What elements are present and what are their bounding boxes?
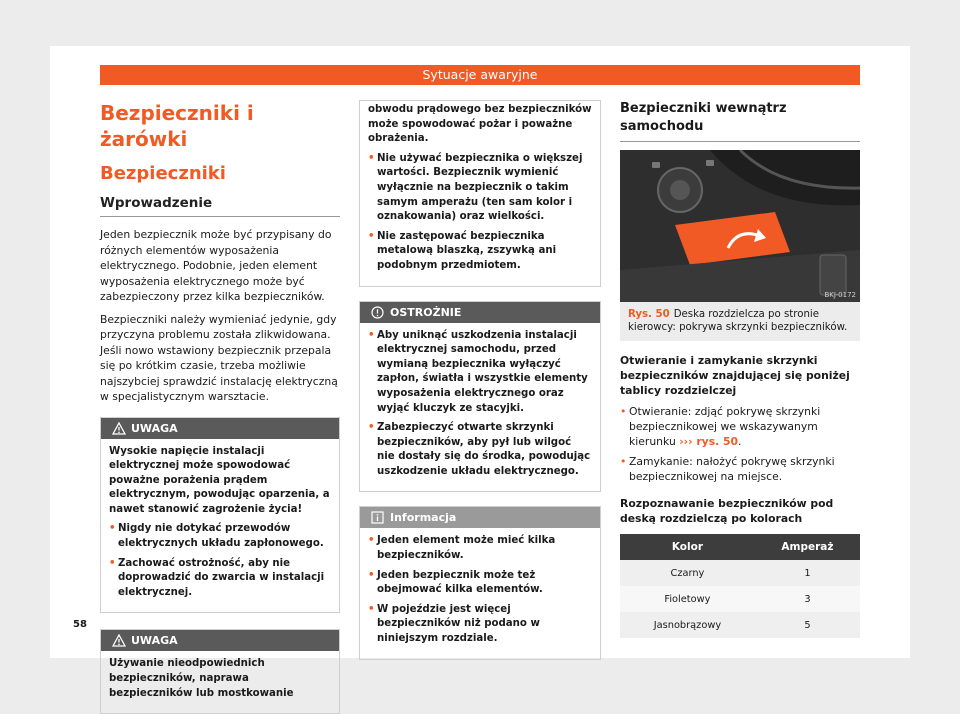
table-header: Amperaż [755, 534, 860, 560]
figure-reference-link[interactable]: ››› rys. 50 [679, 435, 739, 448]
info-title: Informacja [390, 511, 457, 525]
warning-text: Wysokie napięcie instalacji elektrycznej może spowodować poważne porażenia prądem elektrycznym, powodując oparzenia, a nawet stanowić zagrożenie życia! [109, 445, 330, 515]
warning-icon [112, 422, 126, 435]
section-title: Bezpieczniki wewnątrz samochodu [620, 101, 787, 134]
list-item: • Zabezpieczyć otwarte skrzynki bezpieczników, aby pył lub wilgoć nie dostały się do środka, powodując uszkodzenie układu elektrycznego. [368, 422, 591, 477]
table-cell: Czarny [620, 560, 755, 586]
list-item: • Zamykanie: nałożyć pokrywę skrzynki bezpiecznikowej na miejsce. [620, 455, 835, 483]
info-header [360, 507, 600, 528]
figure-id: BKJ-0172 [824, 291, 856, 299]
table-row [620, 560, 860, 586]
warning-title: UWAGA [131, 421, 178, 435]
warning-header [101, 418, 339, 439]
subsection-title: Otwieranie i zamykanie skrzynki bezpieczników znajdującej się poniżej tablicy rozdzielczej [620, 354, 850, 397]
fuse-color-table [620, 534, 860, 638]
warning-text: Używanie nieodpowiednich bezpieczników, naprawa bezpieczników lub mostkowanie [109, 658, 294, 699]
section-header: Sytuacje awaryjne [100, 65, 860, 85]
table-cell: Fioletowy [620, 586, 755, 612]
table-cell: Jasnobrązowy [620, 612, 755, 638]
list-item: • Zachować ostrożność, aby nie doprowadzić do zwarcia w instalacji elektrycznej. [109, 557, 325, 598]
table-header-row [620, 534, 860, 560]
warning-continuation [359, 100, 601, 287]
divider [620, 141, 860, 142]
table-cell: 5 [755, 612, 860, 638]
list-item: • Jeden bezpiecznik może też obejmować kilka elementów. [368, 569, 543, 596]
list-item: • Nie używać bezpiecznika o większej wartości. Bezpiecznik wymienić wyłącznie na bezpiecznik o takim samym amperażu (ten sam kolor i oznakowania) oraz wielkości. [368, 152, 583, 223]
table-cell: 3 [755, 586, 860, 612]
warning-title: UWAGA [131, 634, 178, 648]
divider [100, 216, 340, 217]
warning-header [101, 630, 339, 651]
list-item: • Nie zastępować bezpiecznika metalową blaszką, zszywką ani podobnym przedmiotem. [368, 230, 557, 271]
table-row [620, 586, 860, 612]
dashboard-illustration [620, 150, 860, 302]
info-circle-icon [371, 306, 384, 319]
caution-header [360, 302, 600, 323]
list-item: • W pojeździe jest więcej bezpieczników niż podano w niniejszym rozdziale. [368, 603, 540, 645]
paragraph: Jeden bezpiecznik może być przypisany do różnych elementów wyposażenia elektrycznego. Podobnie, jeden element wyposażenia elektrycznego może być zabezpieczony przez kilka bezpieczników. [100, 228, 332, 303]
list-item: • Aby uniknąć uszkodzenia instalacji elektrycznej samochodu, przed wymianą bezpiecznika wyłączyć zapłon, światła i wszystkie elementy wyposażenia elektrycznego oraz wyjąć kluczyk ze stacyjki. [368, 329, 588, 414]
table-row [620, 612, 860, 638]
subsection-title: Wprowadzenie [100, 195, 213, 211]
subsection-title: Rozpoznawanie bezpieczników pod deską rozdzielczą po kolorach [620, 497, 834, 525]
table-cell: 1 [755, 560, 860, 586]
section-title: Bezpieczniki [100, 163, 226, 184]
list-item: • Otwieranie: zdjąć pokrywę skrzynki bezpiecznikowej we wskazywanym kierunku ››› rys. 50. [620, 405, 821, 448]
info-box [359, 506, 601, 659]
column-middle [359, 100, 601, 660]
info-icon [371, 511, 384, 524]
warning-text: obwodu prądowego bez bezpieczników może spowodować pożar i poważne obrażenia. [368, 104, 592, 145]
list-item: • Nigdy nie dotykać przewodów elektrycznych układu zapłonowego. [109, 523, 324, 550]
list-item: • Jeden element może mieć kilka bezpieczników. [368, 535, 556, 562]
caption-text: Deska rozdzielcza po stronie kierowcy: pokrywa skrzynki bezpieczników. [628, 309, 848, 333]
page-number: 58 [73, 619, 87, 630]
column-right [620, 100, 860, 638]
paragraph: Bezpieczniki należy wymieniać jedynie, gdy przyczyna problemu została zlikwidowana. Jeśli nowo wstawiony bezpiecznik przepala się po krótkim czasie, trzeba możliwie najszybciej sprawdzić instalację elektryczną w specjalistycznym warsztacie. [100, 312, 338, 403]
column-left [100, 100, 340, 714]
table-header: Kolor [620, 534, 755, 560]
dashboard-figure [620, 150, 860, 302]
caption-label: Rys. 50 [628, 309, 670, 320]
chapter-title: Bezpieczniki i żarówki [100, 101, 254, 151]
caution-title: OSTROŻNIE [390, 305, 462, 319]
figure-caption [620, 302, 860, 341]
caution-box [359, 301, 601, 493]
warning-icon [112, 634, 126, 647]
warning-box [100, 417, 340, 614]
warning-box [100, 629, 340, 714]
